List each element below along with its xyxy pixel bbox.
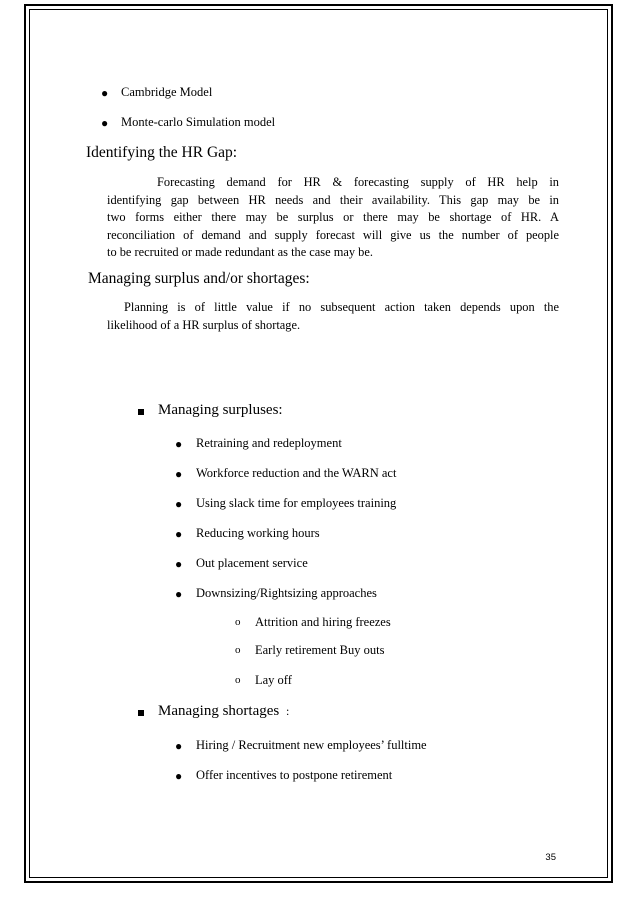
circle-bullet-icon: o (235, 616, 241, 628)
shortages-colon: : (285, 704, 290, 718)
bullet-icon: ● (175, 739, 183, 753)
bullet-icon: ● (175, 587, 183, 601)
bullet-icon: ● (175, 497, 183, 511)
shortages-title: Managing shortages (158, 703, 280, 719)
square-bullet-icon (138, 409, 144, 415)
sub-list-item: Attrition and hiring freezes (255, 615, 391, 629)
list-item: Out placement service (196, 556, 308, 570)
circle-bullet-icon: o (235, 644, 241, 656)
list-item: Reducing working hours (196, 526, 320, 540)
list-item: Retraining and redeployment (196, 436, 342, 450)
list-item: Using slack time for employees training (196, 496, 397, 510)
section-heading-manage: Managing surplus and/or shortages: (88, 270, 310, 287)
paragraph-line: Forecasting demand for HR & forecasting supply of HR help in (157, 175, 559, 189)
paragraph-line: Planning is of little value if no subsequent action taken depends upon the (124, 300, 559, 314)
paragraph-line: likelihood of a HR surplus of shortage. (107, 317, 301, 332)
bullet-icon: ● (175, 527, 183, 541)
bullet-icon: ● (101, 86, 109, 100)
list-item: Hiring / Recruitment new employees’ fulltime (196, 738, 427, 752)
sub-list-item: Lay off (255, 673, 292, 687)
paragraph-line: to be recruited or made redundant as the case may be. (107, 245, 373, 259)
bullet-icon: ● (101, 116, 109, 130)
paragraph-line: two forms either there may be surplus or there may be shortage of HR. A (107, 210, 559, 224)
page-number: 35 (545, 852, 556, 863)
circle-bullet-icon: o (235, 674, 241, 686)
manage-paragraph (107, 299, 559, 334)
bullet-icon: ● (175, 467, 183, 481)
list-item: Cambridge Model (121, 85, 213, 99)
list-item: Workforce reduction and the WARN act (196, 466, 397, 480)
shortages-heading (158, 703, 289, 720)
hr-gap-paragraph (107, 174, 559, 262)
square-bullet-icon (138, 710, 144, 716)
bullet-icon: ● (175, 557, 183, 571)
sub-list-item: Early retirement Buy outs (255, 643, 385, 657)
paragraph-line: reconciliation of demand and supply forecast will give us the number of people (107, 227, 559, 242)
bullet-icon: ● (175, 437, 183, 451)
surpluses-heading: Managing surpluses: (158, 402, 283, 418)
list-item: Monte-carlo Simulation model (121, 115, 276, 129)
list-item: Offer incentives to postpone retirement (196, 768, 393, 782)
section-heading-hr-gap: Identifying the HR Gap: (86, 144, 238, 161)
bullet-icon: ● (175, 769, 183, 783)
paragraph-line: identifying gap between HR needs and their availability. This gap may be in (107, 192, 559, 207)
list-item: Downsizing/Rightsizing approaches (196, 586, 377, 600)
